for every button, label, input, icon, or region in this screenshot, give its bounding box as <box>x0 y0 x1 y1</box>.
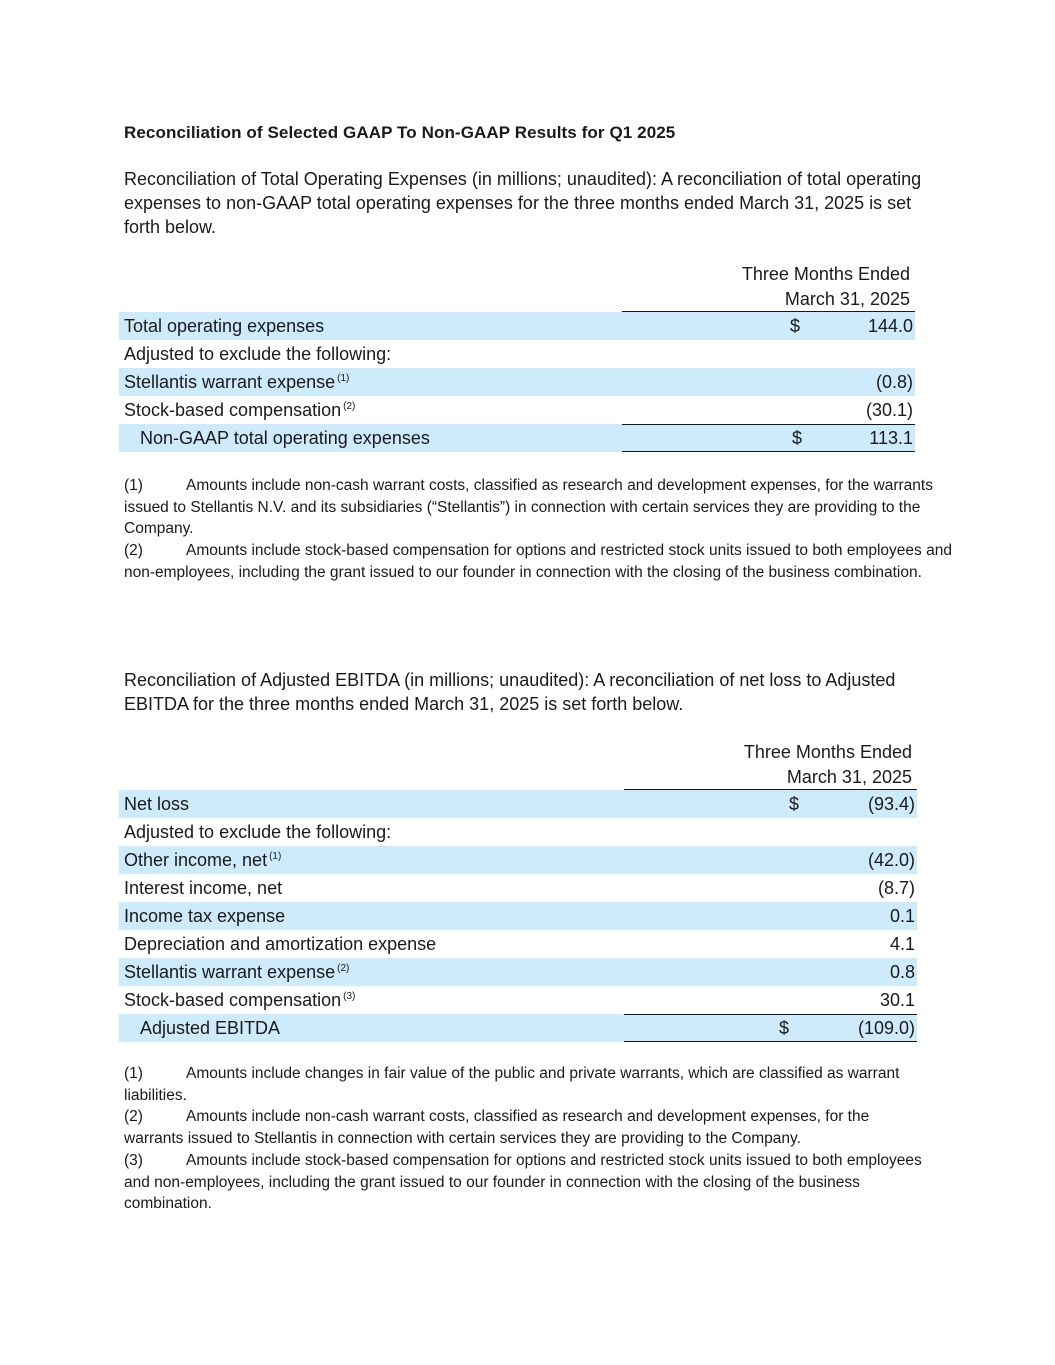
column-header <box>744 740 912 790</box>
row-amount: (30.1) <box>865 400 913 420</box>
row-amount: (109.0) <box>857 1018 915 1038</box>
row-label: Stock-based compensation $^{(3)}$ <box>124 990 356 1010</box>
row-label: Stellantis warrant expense $^{(2)}$ <box>124 962 350 982</box>
row-amount: 30.1 <box>879 990 915 1010</box>
footnote-ref: (2) <box>343 401 356 412</box>
ebitda-footnotes <box>124 1063 924 1215</box>
table-header <box>119 262 915 312</box>
opex-footnotes <box>124 475 956 584</box>
footnote-number: (2) <box>124 542 143 560</box>
row-label: Adjusted EBITDA <box>140 1018 281 1038</box>
footnote-text: Amounts include stock-based compensation for options and restricted stock units issued to both employees and non-employees, including the grant issued to our founder in connection with the closing of the business combination. <box>124 542 952 581</box>
opex-intro-paragraph: Reconciliation of Total Operating Expenses (in millions; unaudited): A reconciliation of total operating expenses to non-GAAP total operating expenses for the three months ended March 31, 2025 is set forth below. <box>124 169 922 237</box>
table-row <box>119 930 917 958</box>
footnote <box>124 540 956 583</box>
currency-symbol: $ <box>779 1018 790 1038</box>
column-header-line1: Three Months Ended <box>741 264 910 284</box>
table-row <box>119 874 917 902</box>
row-amount: (0.8) <box>875 372 913 392</box>
table-header <box>119 740 917 790</box>
table-row <box>119 818 917 846</box>
opex-reconciliation-table <box>119 262 915 452</box>
footnote-number: (3) <box>124 1151 143 1169</box>
column-header-line2: March 31, 2025 <box>784 289 910 309</box>
table-row <box>119 902 917 930</box>
column-header-line2: March 31, 2025 <box>786 767 912 787</box>
footnote-ref: (1) <box>269 851 282 862</box>
table-row-total <box>119 424 915 452</box>
row-label: Stock-based compensation $^{(2)}$ <box>124 400 356 420</box>
footnote <box>124 1106 924 1149</box>
row-label: Net loss <box>124 794 190 814</box>
footnote-number: (1) <box>124 1065 143 1082</box>
ebitda-intro-paragraph: Reconciliation of Adjusted EBITDA (in millions; unaudited): A reconciliation of net loss to Adjusted EBITDA for the three months ended March 31, 2025 is set forth below. <box>124 670 896 714</box>
table-row-total <box>119 1014 917 1042</box>
row-amount: 144.0 <box>867 316 913 336</box>
table-row <box>119 958 917 986</box>
table-row <box>119 790 917 818</box>
footnote-text: Amounts include non-cash warrant costs, classified as research and development expenses, for the warrants issued to Stellantis in connection with certain services they are providing to the Company. <box>124 1108 870 1148</box>
row-amount: 4.1 <box>889 934 915 954</box>
row-amount: 113.1 <box>869 428 913 448</box>
row-label: Adjusted to exclude the following: <box>124 822 392 842</box>
table-row <box>119 986 917 1014</box>
row-label: Depreciation and amortization expense <box>124 934 437 954</box>
row-amount: 0.8 <box>889 962 915 982</box>
currency-symbol: $ <box>789 794 800 814</box>
total-bottom-rule <box>624 1041 917 1042</box>
currency-symbol: $ <box>790 316 801 336</box>
row-amount: (8.7) <box>877 878 915 898</box>
column-header <box>742 262 910 312</box>
column-header-line1: Three Months Ended <box>743 742 912 762</box>
table-row <box>119 312 915 340</box>
footnote-text: Amounts include stock-based compensation for options and restricted stock units issued to both employees and non-employees, including the grant issued to our founder in connection with the closing of the business combination. <box>124 1151 922 1213</box>
table-row <box>119 368 915 396</box>
row-amount: (42.0) <box>867 850 915 870</box>
footnote-text: Amounts include changes in fair value of the public and private warrants, which are classified as warrant liabilities. <box>124 1065 900 1104</box>
currency-symbol: $ <box>792 428 803 448</box>
footnote <box>124 475 956 540</box>
footnote-text: Amounts include non-cash warrant costs, classified as research and development expenses, for the warrants issued to Stellantis N.V. and its subsidiaries (“Stellantis”) in connection with certain services they are providing to the Company. <box>124 477 933 538</box>
row-label: Interest income, net <box>124 878 283 898</box>
row-label: Stellantis warrant expense $^{(1)}$ <box>124 372 350 392</box>
footnote-number: (1) <box>124 477 143 494</box>
table-row <box>119 340 915 368</box>
row-label: Other income, net $^{(1)}$ <box>124 850 282 870</box>
row-label: Non-GAAP total operating expenses <box>140 428 430 448</box>
total-bottom-rule <box>622 451 915 452</box>
row-amount: 0.1 <box>889 906 915 926</box>
footnote-ref: (3) <box>343 991 356 1002</box>
ebitda-reconciliation-table <box>119 740 917 1042</box>
row-label: Total operating expenses <box>124 316 325 336</box>
footnote-number: (2) <box>124 1108 143 1126</box>
footnote <box>124 1150 924 1215</box>
row-label: Adjusted to exclude the following: <box>124 344 392 364</box>
table-row <box>119 846 917 874</box>
footnote-ref: (1) <box>337 373 350 384</box>
row-amount: (93.4) <box>867 794 915 814</box>
table-row <box>119 396 915 424</box>
page-title: Reconciliation of Selected GAAP To Non-GAAP Results for Q1 2025 <box>124 123 676 142</box>
footnote-ref: (2) <box>337 963 350 974</box>
footnote <box>124 1063 924 1106</box>
row-label: Income tax expense <box>124 906 286 926</box>
